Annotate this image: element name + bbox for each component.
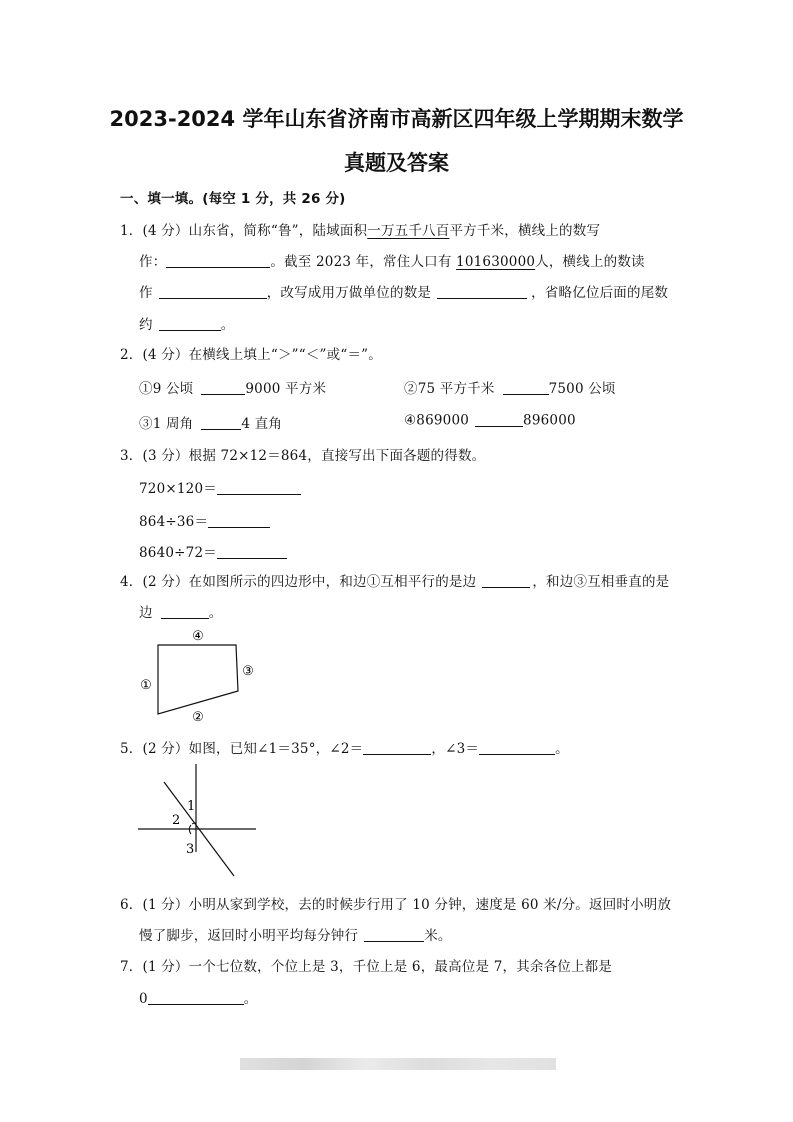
q2-item2-right: 7500 公顷 — [548, 381, 616, 397]
q1-text: ，改写成用万做单位的数是 — [266, 285, 432, 301]
q6-line1: 6．(1 分）小明从家到学校，去的时候步行用了 10 分钟，速度是 60 米/分。返回时小明放 — [120, 897, 672, 913]
q6-text: 米。 — [424, 928, 452, 944]
q1-line1 — [120, 219, 600, 239]
q2-item4 — [404, 412, 576, 429]
q5-blank-angle2[interactable] — [363, 741, 431, 756]
q1-line3 — [139, 281, 668, 301]
q5-text: ，∠3＝ — [431, 741, 480, 757]
q2-item1 — [139, 377, 326, 397]
q1-text: ，省略亿位后面的尾数 — [531, 285, 669, 301]
q1-text: 。截至 2023 年，常住人口有 — [270, 254, 457, 270]
q3-expr1 — [139, 477, 301, 497]
q2-item2-left: ②75 平方千米 — [404, 381, 495, 397]
q1-text: 约 — [139, 317, 153, 333]
q2-item2 — [404, 377, 616, 397]
q2-item4-left: ④869000 — [404, 412, 470, 429]
q2-blank1[interactable] — [201, 381, 245, 396]
q2-item3 — [139, 412, 282, 432]
q5-label-1: 1 — [187, 799, 196, 814]
q3-blank2[interactable] — [208, 514, 270, 529]
q3-expr2 — [139, 510, 270, 530]
q2-blank4[interactable] — [475, 412, 523, 427]
q4-blank1[interactable] — [482, 574, 530, 589]
q1-text: 平方千米，横线上的数写 — [449, 223, 601, 239]
q4-label-4: ④ — [192, 629, 204, 644]
q4-label-1: ① — [140, 678, 152, 693]
q4-blank2[interactable] — [161, 605, 209, 620]
q3-blank3[interactable] — [217, 545, 287, 560]
q4-text: ，和边③互相垂直的是 — [532, 574, 670, 590]
q3-expr3-text: 8640÷72＝ — [139, 545, 217, 561]
q2-item3-left: ③1 周角 — [139, 416, 194, 432]
page-title-line2: 真题及答案 — [344, 151, 449, 175]
q4-text: 4．(2 分）在如图所示的四边形中，和边①互相平行的是边 — [120, 574, 477, 590]
q1-text: 人，横线上的数读 — [535, 254, 645, 270]
q4-label-3: ③ — [242, 664, 254, 679]
q2-stem: 2．(4 分）在横线上填上“＞”“＜”或“＝”。 — [120, 347, 382, 363]
q3-expr2-text: 864÷36＝ — [139, 514, 209, 530]
q5-label-3: 3 — [186, 842, 195, 857]
q1-line4 — [139, 313, 234, 333]
q1-text: 。 — [220, 317, 235, 333]
q1-blank-write[interactable] — [166, 254, 270, 269]
q3-stem: 3．(3 分）根据 72×12＝864，直接写出下面各题的得数。 — [120, 448, 486, 464]
q1-underlined-population: 101630000 — [456, 254, 536, 270]
q5-text: 。 — [555, 741, 569, 757]
q3-expr1-text: 720×120＝ — [139, 481, 217, 497]
q3-blank1[interactable] — [217, 481, 301, 496]
q7-blank[interactable] — [148, 991, 244, 1006]
q4-line1 — [120, 570, 669, 590]
q1-text: 1．(4 分）山东省，简称“鲁”，陆域面积 — [120, 223, 368, 239]
q7-line1: 7．(1 分）一个七位数，个位上是 3，千位上是 6，最高位是 7，其余各位上都是 — [120, 959, 613, 975]
section-heading: 一、填一填。(每空 1 分，共 26 分) — [120, 191, 346, 207]
q5-angle-figure — [130, 760, 270, 880]
q5-text: 5．(2 分）如图，已知∠1＝35°，∠2＝ — [120, 741, 364, 757]
q1-text: 作： — [139, 254, 167, 270]
q7-text: 。 — [243, 991, 258, 1007]
q1-blank-read[interactable] — [159, 285, 267, 300]
q2-item1-right: 9000 平方米 — [245, 381, 327, 397]
q2-item1-left: ①9 公顷 — [139, 381, 194, 397]
q4-text: 边 — [139, 605, 153, 621]
q6-blank[interactable] — [364, 928, 424, 943]
q5-blank-angle3[interactable] — [479, 741, 555, 756]
q4-quadrilateral-figure — [130, 622, 270, 726]
q1-blank-yi[interactable] — [159, 317, 221, 332]
q2-item3-right: 4 直角 — [241, 416, 283, 432]
q3-expr3 — [139, 541, 287, 561]
q2-blank2[interactable] — [503, 381, 549, 396]
q2-item4-right: 896000 — [523, 412, 576, 429]
q1-blank-wan[interactable] — [437, 285, 527, 300]
q4-quadrilateral — [158, 645, 238, 714]
blurred-footer-watermark — [240, 1058, 556, 1070]
q7-line2 — [139, 987, 258, 1007]
q5-label-2: 2 — [172, 813, 181, 828]
page-title-line1: 2023-2024 学年山东省济南市高新区四年级上学期期末数学 — [109, 107, 684, 131]
q1-line2 — [139, 250, 645, 270]
q4-label-2: ② — [192, 710, 204, 725]
q1-text: 作 — [139, 285, 153, 301]
q1-underlined-area: 一万五千八百 — [367, 223, 450, 239]
q7-text: 0 — [139, 991, 148, 1007]
q4-line2 — [139, 601, 222, 621]
q5-line — [120, 737, 569, 757]
q2-blank3[interactable] — [201, 416, 241, 431]
q4-text: 。 — [208, 605, 223, 621]
q6-text: 慢了脚步，返回时小明平均每分钟行 — [139, 928, 359, 944]
q6-line2 — [139, 924, 452, 944]
